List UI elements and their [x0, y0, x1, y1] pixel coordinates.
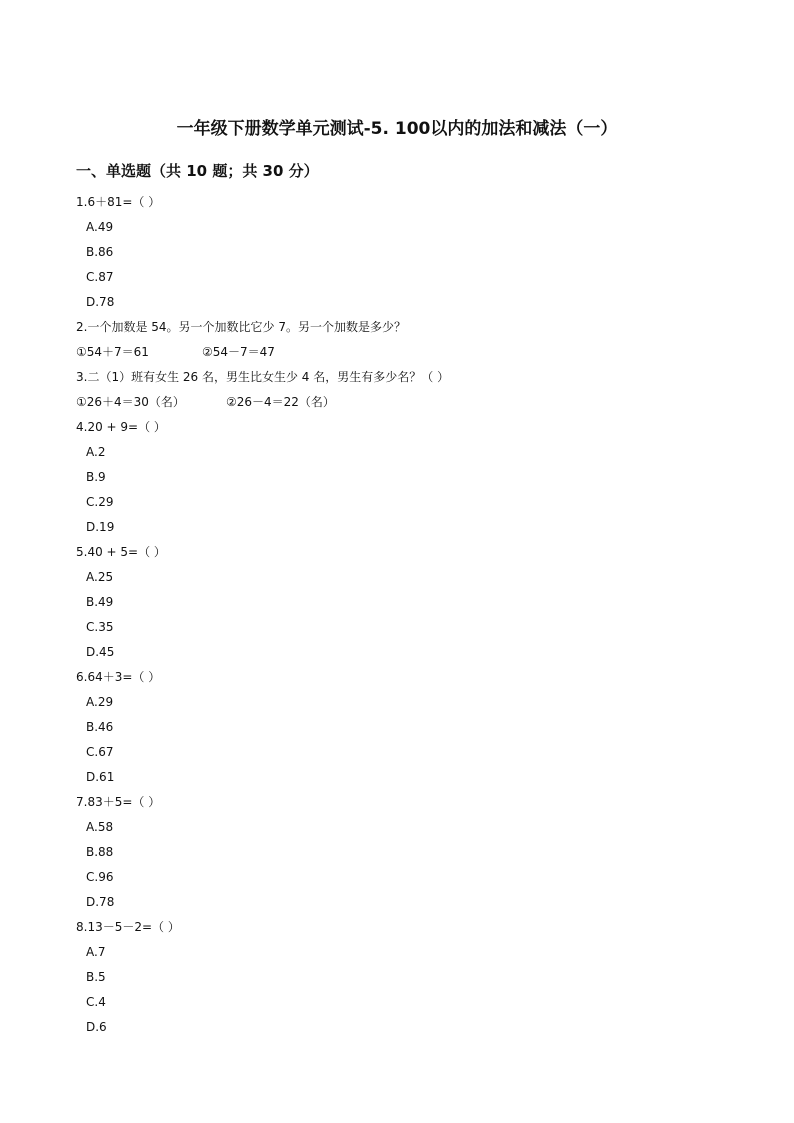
question-stem: 5.40 + 5=（ ） [76, 545, 166, 559]
question-7 [76, 790, 736, 915]
option-a[interactable]: A.7 [86, 945, 106, 959]
question-3 [76, 365, 736, 415]
option-c[interactable]: C.67 [86, 745, 114, 759]
question-1 [76, 190, 736, 315]
answer-choices [76, 390, 736, 415]
option-c[interactable]: C.29 [86, 495, 114, 509]
section-heading: 一、单选题（共 10 题；共 30 分） [76, 162, 319, 180]
question-4 [76, 415, 736, 540]
option-d[interactable]: D.6 [86, 1020, 107, 1034]
option-a[interactable]: A.2 [86, 445, 106, 459]
option-a[interactable]: A.29 [86, 695, 114, 709]
option-d[interactable]: D.78 [86, 895, 115, 909]
answer-choice-1[interactable]: ①54＋7＝61 [76, 345, 149, 359]
question-6 [76, 665, 736, 790]
question-stem: 7.83＋5=（ ） [76, 795, 161, 809]
option-d[interactable]: D.78 [86, 295, 115, 309]
option-b[interactable]: B.88 [86, 845, 114, 859]
option-c[interactable]: C.96 [86, 870, 114, 884]
question-8 [76, 915, 736, 1040]
answer-choice-2[interactable]: ②26－4＝22（名） [226, 395, 335, 409]
question-stem: 4.20 + 9=（ ） [76, 420, 166, 434]
option-b[interactable]: B.46 [86, 720, 114, 734]
option-b[interactable]: B.5 [86, 970, 106, 984]
page-title: 一年级下册数学单元测试-5. 100以内的加法和减法（一） [176, 119, 618, 139]
option-b[interactable]: B.86 [86, 245, 114, 259]
option-a[interactable]: A.25 [86, 570, 114, 584]
question-5 [76, 540, 736, 665]
question-stem: 1.6＋81=（ ） [76, 195, 161, 209]
question-stem: 8.13－5－2=（ ） [76, 920, 180, 934]
answer-choice-1[interactable]: ①26＋4＝30（名） [76, 395, 185, 409]
question-2 [76, 315, 736, 365]
question-list [76, 190, 736, 1040]
option-c[interactable]: C.4 [86, 995, 106, 1009]
answer-choice-2[interactable]: ②54－7＝47 [202, 345, 275, 359]
question-stem: 2.一个加数是 54。另一个加数比它少 7。另一个加数是多少？ [76, 320, 406, 334]
option-d[interactable]: D.45 [86, 645, 115, 659]
option-c[interactable]: C.35 [86, 620, 114, 634]
option-d[interactable]: D.61 [86, 770, 115, 784]
answer-choices [76, 340, 736, 365]
option-c[interactable]: C.87 [86, 270, 114, 284]
option-d[interactable]: D.19 [86, 520, 115, 534]
question-stem: 3.二（1）班有女生 26 名，男生比女生少 4 名，男生有多少名？（ ） [76, 370, 450, 384]
question-stem: 6.64＋3=（ ） [76, 670, 161, 684]
option-a[interactable]: A.49 [86, 220, 114, 234]
option-b[interactable]: B.49 [86, 595, 114, 609]
option-a[interactable]: A.58 [86, 820, 114, 834]
option-b[interactable]: B.9 [86, 470, 106, 484]
